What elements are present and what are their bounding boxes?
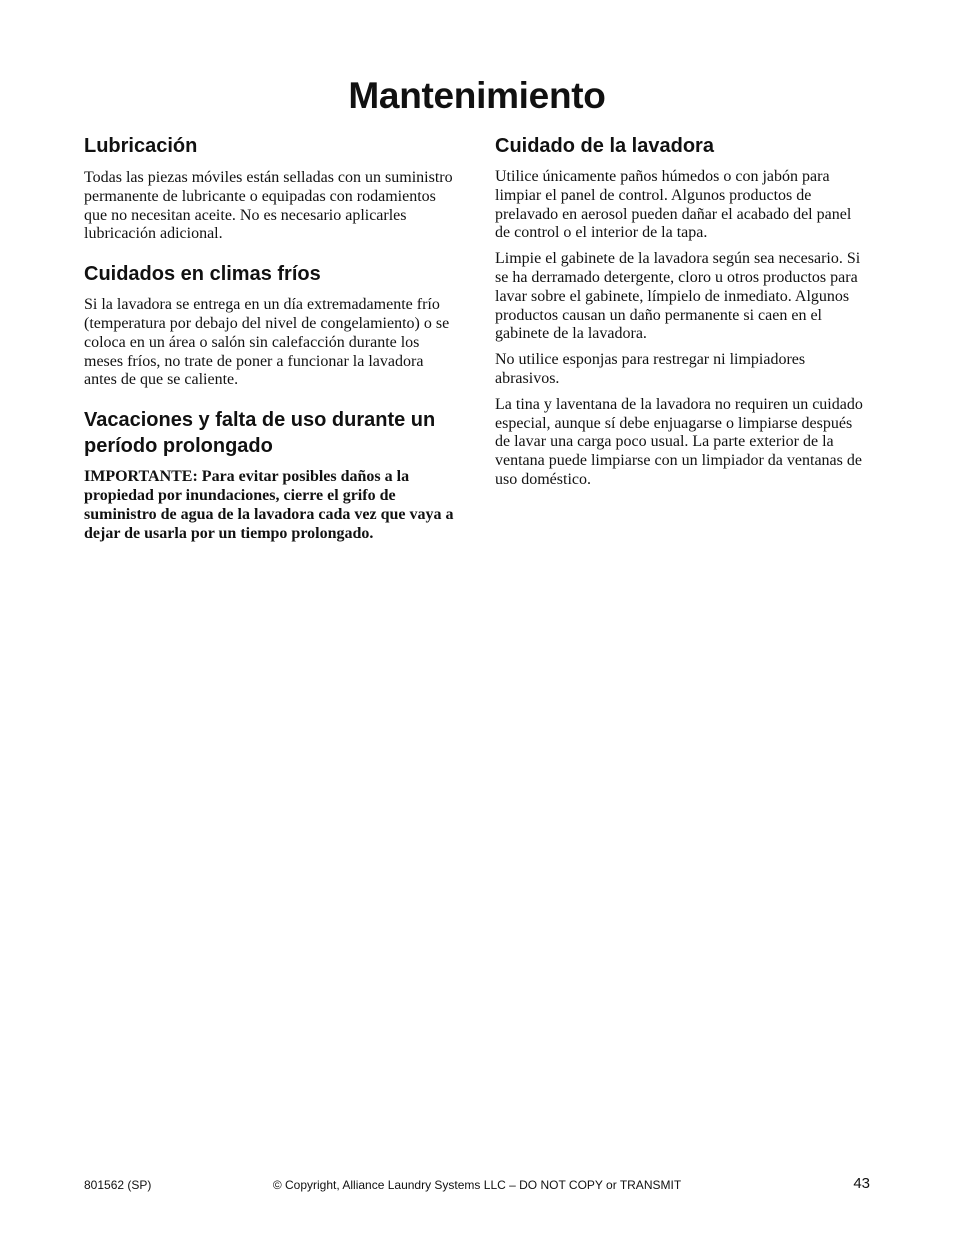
paragraph-cuidado-3: No utilice esponjas para restregar ni limpiadores abrasivos.: [495, 351, 806, 387]
section-climas-frios: [84, 261, 459, 390]
paragraph-cuidado-2: Limpie el gabinete de la lavadora según sea necesario. Si se ha derramado detergente, cloro u otros productos para lavar sobre el gabinete, límpielo de inmediato. Algunos productos causan un daño permanente si caen en el gabinete de la lavadora.: [495, 250, 861, 343]
heading-vacaciones: Vacaciones y falta de uso durante un período prolongado: [84, 409, 436, 458]
paragraph-lubricacion: Todas las piezas móviles están selladas con un suministro permanente de lubricante o equipadas con rodamientos que no necesitan aceite. No es necesario aplicarles lubricación adicional.: [84, 169, 453, 243]
paragraph-importante: IMPORTANTE: Para evitar posibles daños a la propiedad por inundaciones, cierre el grifo de suministro de agua de la lavadora cada vez que vaya a dejar de usarla por un tiempo prolongado.: [84, 468, 454, 542]
heading-climas-frios: Cuidados en climas fríos: [84, 263, 321, 286]
footer-copyright: © Copyright, Alliance Laundry Systems LLC – DO NOT COPY or TRANSMIT: [272, 1178, 682, 1192]
heading-cuidado-lavadora: Cuidado de la lavadora: [495, 135, 714, 157]
paragraph-climas-frios: Si la lavadora se entrega en un día extremadamente frío (temperatura por debajo del nivel de congelamiento) o se coloca en un área o salón sin calefacción durante los meses fríos, no trate de poner a funcionar la lavadora antes de que se caliente.: [84, 296, 450, 389]
page-title: Mantenimiento: [348, 75, 606, 116]
section-vacaciones: [84, 407, 459, 543]
section-lubricacion: [84, 133, 459, 244]
footer-page-number: 43: [853, 1175, 870, 1192]
right-column: [495, 133, 870, 490]
footer-doc-number: 801562 (SP): [84, 1178, 152, 1192]
paragraph-cuidado-1: Utilice únicamente paños húmedos o con jabón para limpiar el panel de control. Algunos productos de prelavado en aerosol pueden dañar el acabado del panel de control o el interior de la tapa.: [495, 168, 852, 242]
paragraph-cuidado-4: La tina y laventana de la lavadora no requiren un cuidado especial, aunque sí debe enjuagarse o limpiarse después de lavar una carga poco usual. La parte exterior de la ventana puede limpiarse con un limpiador da ventanas de uso doméstico.: [495, 395, 863, 488]
left-column: [84, 133, 459, 543]
heading-lubricacion: Lubricación: [84, 135, 198, 157]
